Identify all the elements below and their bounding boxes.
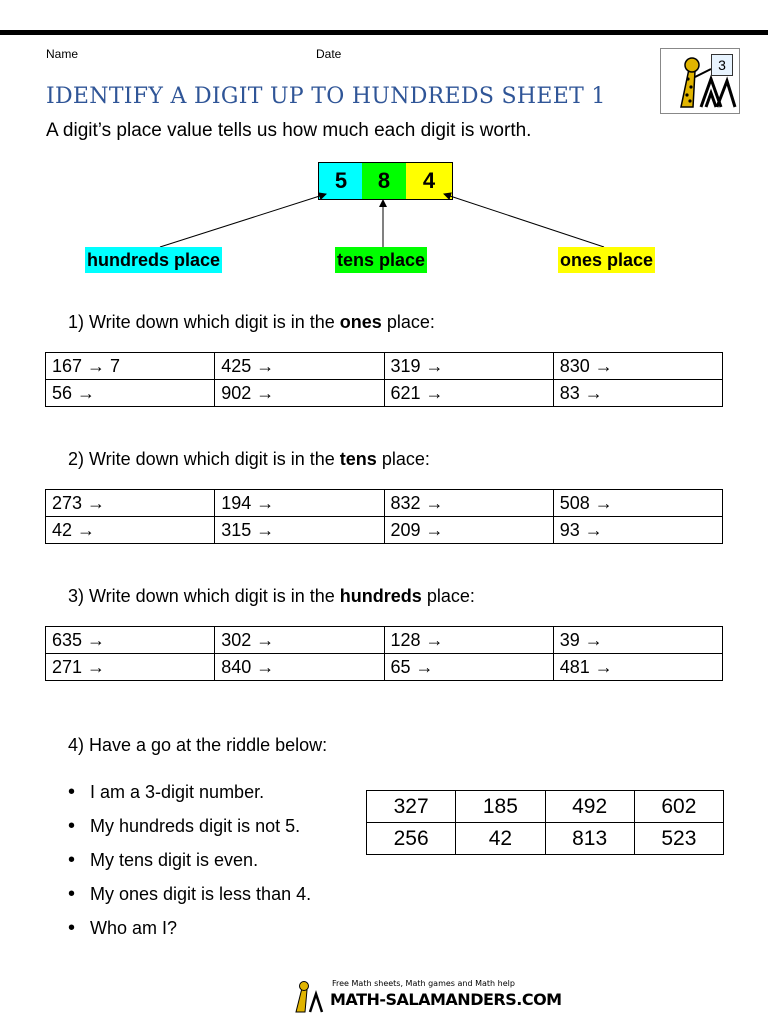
answer-cell[interactable]: 56 →	[46, 380, 215, 407]
hundreds-digit-box: 5	[318, 162, 364, 200]
answer-cell[interactable]: 167 → 7	[46, 353, 215, 380]
question-3-keyword: hundreds	[339, 586, 422, 606]
answer-cell[interactable]: 902 →	[215, 380, 384, 407]
question-3	[68, 586, 475, 607]
answer-cell[interactable]: 830 →	[553, 353, 722, 380]
answer-cell[interactable]: 425 →	[215, 353, 384, 380]
question-2-suffix: place:	[376, 449, 430, 469]
number-cell[interactable]: 492	[545, 791, 634, 823]
date-label: Date	[316, 47, 342, 61]
answer-cell[interactable]: 65 →	[384, 654, 553, 681]
answer-cell[interactable]: 635 →	[46, 627, 215, 654]
question-1	[68, 312, 435, 333]
footer-logo[interactable]	[290, 978, 562, 1014]
table-row	[46, 654, 723, 681]
salamander-icon	[290, 978, 326, 1014]
question-3-table	[45, 626, 723, 681]
answer-cell[interactable]: 273 →	[46, 490, 215, 517]
table-row	[46, 627, 723, 654]
answer-cell[interactable]: 128 →	[384, 627, 553, 654]
tens-place-label: tens place	[335, 247, 427, 273]
number-cell[interactable]: 602	[634, 791, 723, 823]
question-2-keyword: tens	[339, 449, 377, 469]
riddle-number-grid	[366, 790, 724, 855]
answer-cell[interactable]: 621 →	[384, 380, 553, 407]
list-item: • I am a 3-digit number.	[64, 778, 311, 812]
answer-cell[interactable]: 39 →	[553, 627, 722, 654]
question-3-prefix: 3) Write down which digit is in the	[68, 586, 340, 606]
question-1-table	[45, 352, 723, 407]
answer-cell[interactable]: 83 →	[553, 380, 722, 407]
hundreds-arrow	[160, 194, 326, 247]
list-item: • My ones digit is less than 4.	[64, 880, 311, 914]
ones-arrow	[444, 194, 604, 247]
number-cell[interactable]: 813	[545, 823, 634, 855]
answer-cell[interactable]: 194 →	[215, 490, 384, 517]
question-2-prefix: 2) Write down which digit is in the	[68, 449, 340, 469]
ones-place-label: ones place	[558, 247, 655, 273]
question-3-suffix: place:	[421, 586, 475, 606]
number-cell[interactable]: 523	[634, 823, 723, 855]
number-cell[interactable]: 42	[456, 823, 545, 855]
answer-cell[interactable]: 508 →	[553, 490, 722, 517]
number-cell[interactable]: 185	[456, 791, 545, 823]
table-row	[46, 353, 723, 380]
place-value-arrows	[0, 0, 768, 260]
answer-cell[interactable]: 840 →	[215, 654, 384, 681]
page-title: IDENTIFY A DIGIT UP TO HUNDREDS SHEET 1	[46, 84, 606, 109]
question-2	[68, 449, 430, 470]
riddle-clues	[64, 778, 311, 948]
answer-cell[interactable]: 481 →	[553, 654, 722, 681]
intro-text: A digit’s place value tells us how much each digit is worth.	[46, 120, 532, 141]
table-row	[367, 823, 724, 855]
table-row	[46, 380, 723, 407]
answer-cell[interactable]: 209 →	[384, 517, 553, 544]
hundreds-place-label: hundreds place	[85, 247, 222, 273]
question-1-keyword: ones	[339, 312, 382, 332]
name-label: Name	[46, 47, 79, 61]
number-cell[interactable]: 256	[367, 823, 456, 855]
answer-cell[interactable]: 319 →	[384, 353, 553, 380]
list-item: • My hundreds digit is not 5.	[64, 812, 311, 846]
table-row	[367, 791, 724, 823]
tens-digit-box: 8	[362, 162, 407, 200]
table-row	[46, 517, 723, 544]
answer-cell[interactable]: 93 →	[553, 517, 722, 544]
footer-tagline: Free Math sheets, Math games and Math help	[332, 979, 515, 988]
list-item: • Who am I?	[64, 914, 311, 948]
answer-cell[interactable]: 302 →	[215, 627, 384, 654]
question-2-table	[45, 489, 723, 544]
footer-site: MATH-SALAMANDERS.COM	[330, 990, 562, 1009]
table-row	[46, 490, 723, 517]
ones-digit-box: 4	[406, 162, 453, 200]
question-1-prefix: 1) Write down which digit is in the	[68, 312, 340, 332]
list-item: • My tens digit is even.	[64, 846, 311, 880]
answer-cell[interactable]: 832 →	[384, 490, 553, 517]
answer-cell[interactable]: 315 →	[215, 517, 384, 544]
answer-cell[interactable]: 42 →	[46, 517, 215, 544]
question-1-suffix: place:	[381, 312, 435, 332]
question-4: 4) Have a go at the riddle below:	[68, 735, 328, 755]
answer-cell[interactable]: 271 →	[46, 654, 215, 681]
number-cell[interactable]: 327	[367, 791, 456, 823]
grade-badge: 3	[711, 54, 733, 76]
